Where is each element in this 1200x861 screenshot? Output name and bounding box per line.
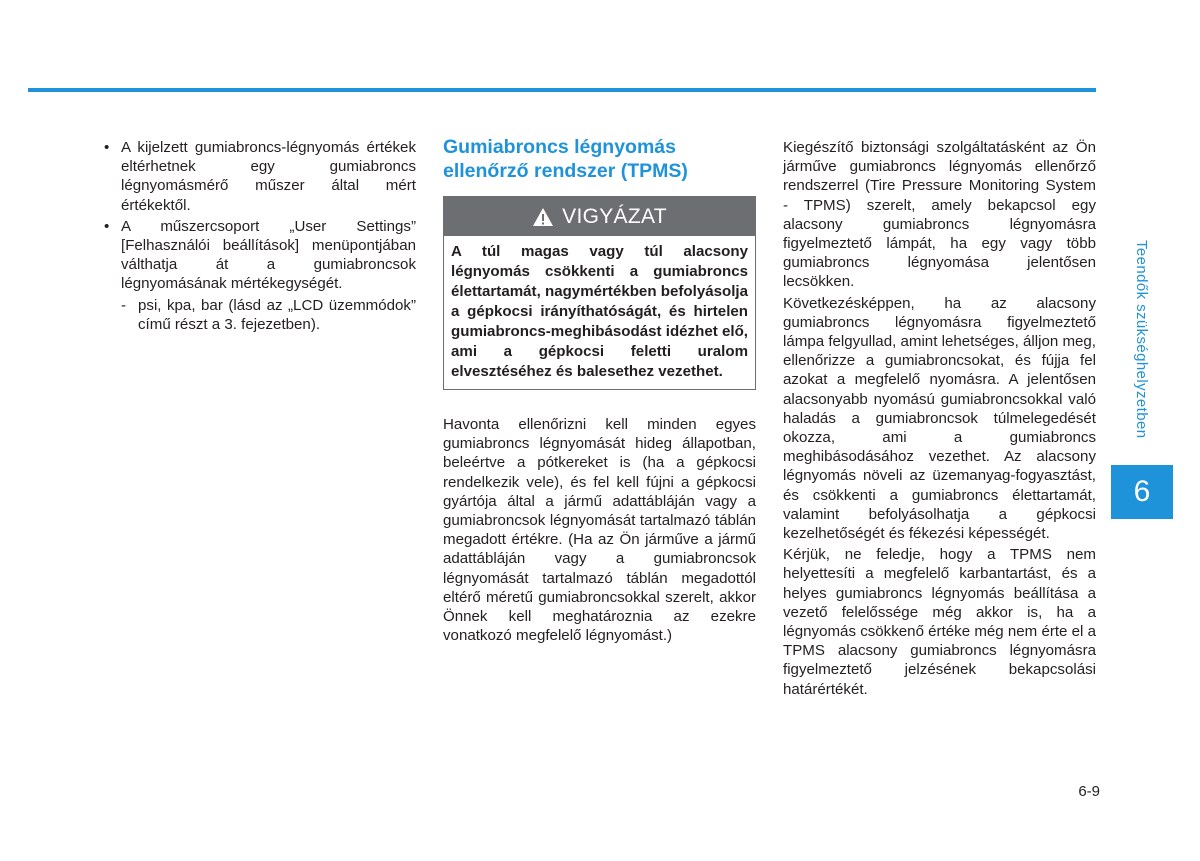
page-number: 6-9 — [1078, 783, 1100, 800]
section-heading: Gumiabroncs légnyomás ellenőrző rendszer (TPMS) — [443, 136, 688, 182]
dash-icon: - — [121, 296, 127, 314]
sub-list-item — [121, 296, 416, 334]
warning-box — [443, 196, 756, 390]
warning-triangle-icon — [532, 207, 554, 227]
body-paragraph: Kérjük, ne feledje, hogy a TPMS nem helyettesíti a megfelelő karbantartást, és a helyes gumiabroncs légnyomás beállítása a vezető felelőssége még akkor is, ha a légnyomás csökkenő értéke még nem érte el a TPMS alacsony gumiabroncs légnyomásra figyelmeztető jelzésének bekapcsolási határértékét. — [783, 546, 1096, 698]
header-rule — [28, 88, 1096, 92]
bullet-icon: • — [104, 217, 110, 235]
list-item — [104, 217, 416, 294]
chapter-side-title: Teendők szükséghelyzetben — [1133, 240, 1150, 439]
warning-title: VIGYÁZAT — [562, 204, 667, 228]
list-item — [104, 138, 416, 215]
bullet-text: A kijelzett gumiabroncs-légnyomás értékek eltérhetnek egy gumiabroncs légnyomásmérő műszer által mért értékektől. — [121, 139, 416, 214]
middle-column — [443, 135, 756, 645]
body-paragraph: Következésképpen, ha az alacsony gumiabroncs légnyomásra figyelmeztető lámpa felgyullad, amint lehetséges, álljon meg, ellenőrizze a gumiabroncsokat, és fújja fel azokat a megfelelő nyomásra. A jelentősen alacsonyabb nyomású gumiabroncsokkal való haladás a gumiabroncsok túlmelegedését okozza, ami a gumiabroncs meghibásodásához vezethet. Az alacsony légnyomás növeli az üzemanyag-fogyasztást, és csökkenti a gumiabroncs élettartamát, valamint befolyásolhatja a gépkocsi kezelhetőségét és fékezési képességét. — [783, 294, 1096, 543]
right-column — [783, 138, 1096, 699]
warning-text: A túl magas vagy túl alacsony légnyomás csökkenti a gumiabroncs élettartamát, nagymértékben befolyásolja a gépkocsi irányíthatóságát, és hirtelen gumiabroncs-meghibásodást idézhet elő, ami a gépkocsi feletti uralom elvesztéséhez és balesethez vezethet. — [451, 243, 748, 380]
bullet-icon: • — [104, 139, 110, 156]
left-column — [104, 138, 416, 334]
sub-item-text: psi, kpa, bar (lásd az „LCD üzemmódok” című részt a 3. fejezetben). — [138, 296, 416, 333]
chapter-tab: 6 — [1111, 465, 1173, 519]
bullet-text: A műszercsoport „User Settings” [Felhasználói beállítások] menüpontjában válthatja át a gumiabroncsok légnyomásának mértékegységét. — [121, 217, 416, 293]
body-paragraph: Kiegészítő biztonsági szolgáltatásként az Ön járműve gumiabroncs légnyomás ellenőrző rendszerrel (Tire Pressure Monitoring System - TPMS) szerelt, amely bekapcsol egy alacsony gumiabroncs légnyomásra figyelmeztető lámpát, ha egy vagy több gumiabroncs légnyomása jelentősen lecsökken. — [783, 139, 1096, 291]
body-paragraph: Havonta ellenőrizni kell minden egyes gumiabroncs légnyomását hideg állapotban, beleértve a pótkereket is (ha a gépkocsi rendelkezik vele), és fel kell fújni a gépkocsi gyártója által a jármű adattábláján vagy a gumiabroncsok légnyomását tartalmazó táblán megadott értékre. (Ha az Ön járműve a jármű adattábláján vagy a gumiabroncsok légnyomását tartalmazó táblán megadottól eltérő méretű gumiabroncsokkal szerelt, akkor Önnek kell meghatároznia az ezekre vonatkozó megfelelő légnyomást.) — [443, 416, 756, 645]
warning-header — [444, 197, 755, 236]
